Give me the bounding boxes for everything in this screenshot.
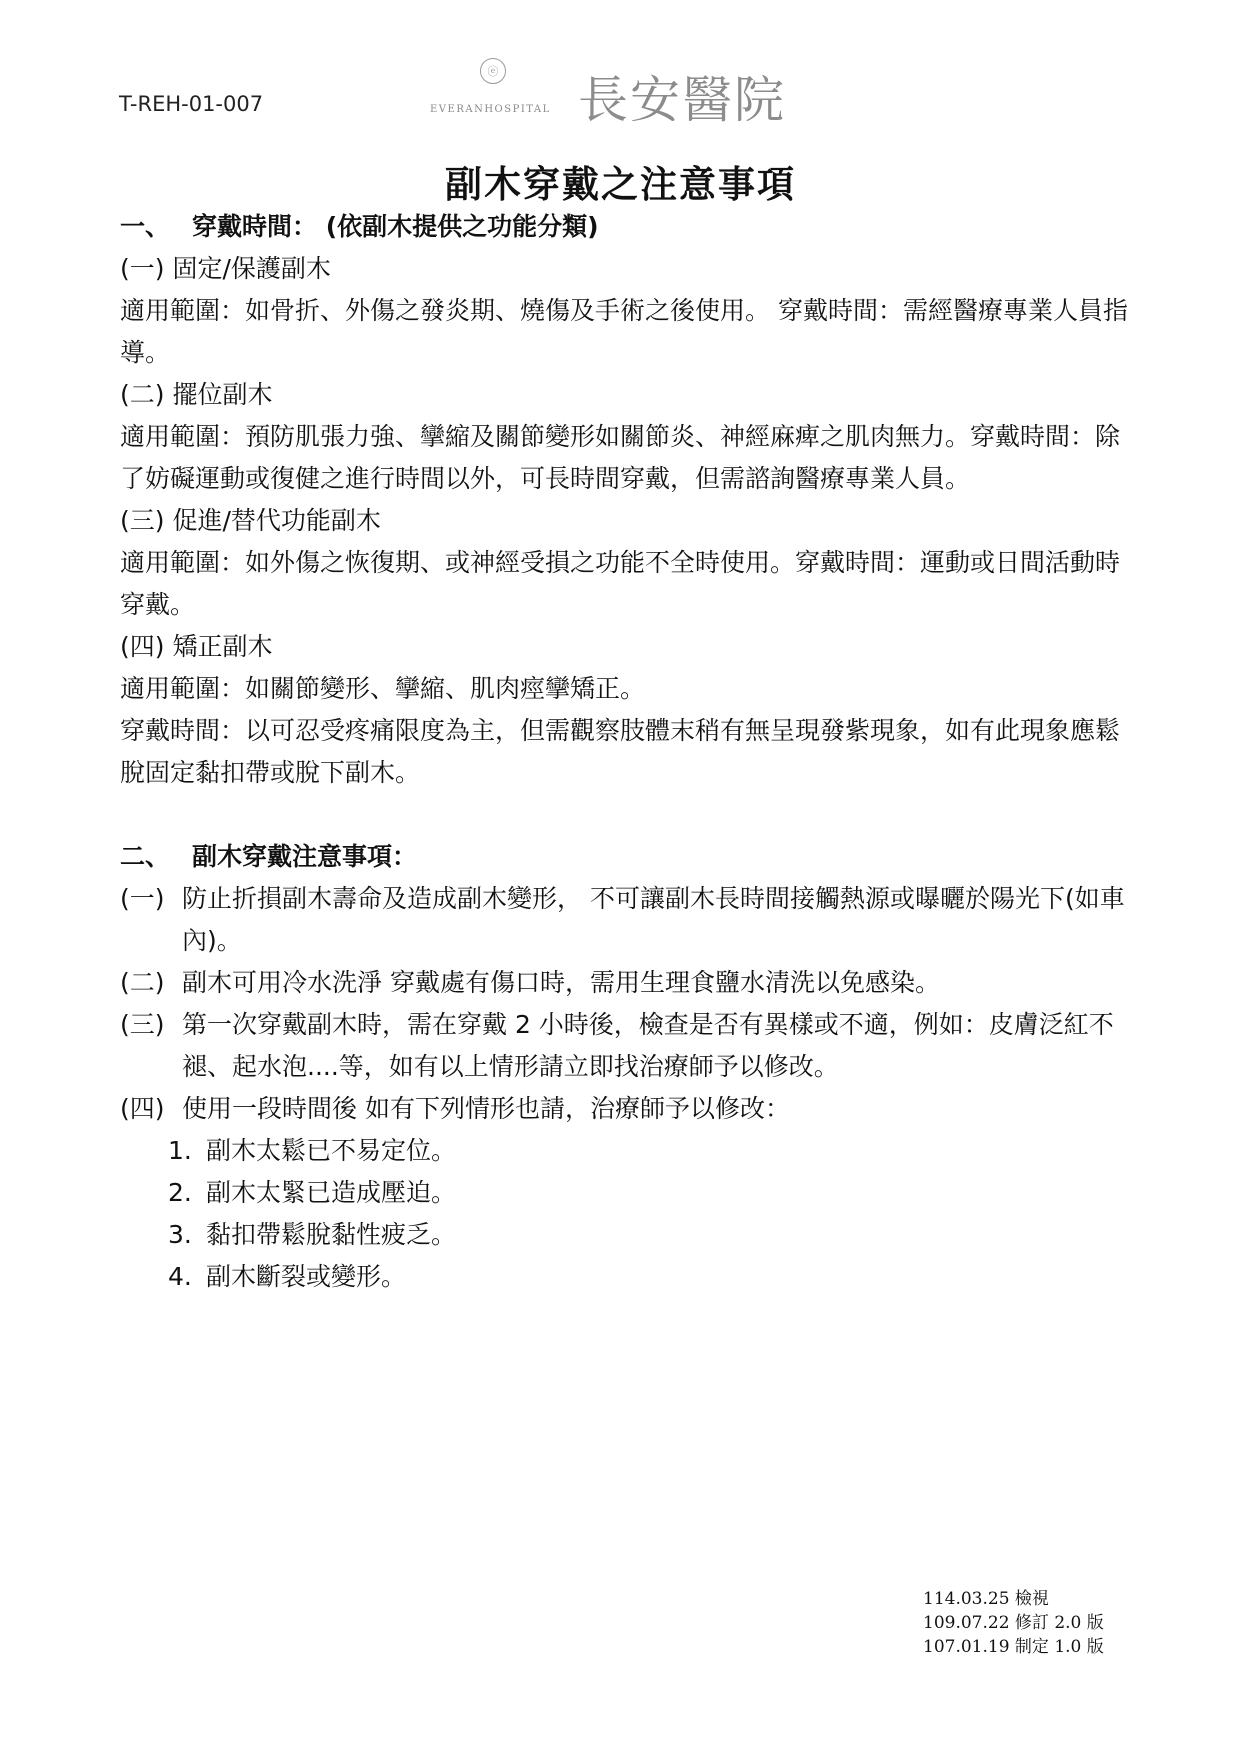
logo-chinese-name: 長安醫院 — [578, 71, 786, 129]
section2-number: 二、 — [120, 842, 171, 871]
logo-english-name: EVERANHOSPITAL — [430, 104, 551, 115]
list-item — [120, 1256, 1130, 1298]
section1-heading — [120, 206, 1130, 248]
list-item — [120, 1172, 1130, 1214]
list-item — [120, 1214, 1130, 1256]
section2-item1-number: (一) — [120, 884, 165, 913]
section2-item1-text: 防止折損副木壽命及造成副木變形， 不可讓副木長時間接觸熱源或曝曬於陽光下(如車內)。 — [182, 884, 1125, 955]
section2-item3-number: (三) — [120, 1010, 165, 1039]
section1-item4-label: (四) 矯正副木 — [120, 632, 273, 661]
section1-item3-label: (三) 促進/替代功能副木 — [120, 506, 381, 535]
section2-item2-number: (二) — [120, 968, 165, 997]
condition-list — [120, 1130, 1130, 1298]
section2-heading — [120, 836, 1130, 878]
section1-item4-text: 適用範圍：如關節變形、攣縮、肌肉痙攣矯正。 — [120, 674, 646, 703]
section2-item3-text: 第一次穿戴副木時，需在穿戴 2 小時後，檢查是否有異樣或不適，例如：皮膚泛紅不褪、起水泡....等，如有以上情形請立即找治療師予以修改。 — [182, 1010, 1114, 1081]
list-item-number: 2. — [168, 1178, 192, 1207]
section1-item2-text: 適用範圍：預防肌張力強、攣縮及關節變形如關節炎、神經麻痺之肌肉無力。穿戴時間：除了妨礙運動或復健之進行時間以外，可長時間穿戴，但需諮詢醫療專業人員。 — [120, 422, 1121, 493]
list-item — [120, 1130, 1130, 1172]
hospital-logo — [430, 58, 830, 129]
list-item-text: 黏扣帶鬆脫黏性疲乏。 — [206, 1220, 457, 1249]
section2-item2 — [120, 962, 1130, 1004]
revision-line-v1: 107.01.19 制定 1.0 版 — [923, 1637, 1104, 1657]
document-body — [120, 206, 1130, 1298]
section1-number: 一、 — [120, 212, 171, 241]
document-code: T-REH-01-007 — [119, 92, 264, 116]
list-item-number: 1. — [168, 1136, 192, 1165]
section2-item2-text: 副木可用冷水洗淨 穿戴處有傷口時，需用生理食鹽水清洗以免感染。 — [182, 968, 940, 997]
section2-title: 副木穿戴注意事項： — [192, 842, 418, 871]
list-item-number: 3. — [168, 1220, 192, 1249]
list-item-text: 副木太鬆已不易定位。 — [206, 1136, 457, 1165]
section2-item4 — [120, 1088, 1130, 1130]
logo-emblem-icon: ⓔ — [480, 58, 506, 84]
page-title: 副木穿戴之注意事項 — [445, 163, 796, 206]
section1-item3-text: 適用範圍：如外傷之恢復期、或神經受損之功能不全時使用。穿戴時間：運動或日間活動時穿戴。 — [120, 548, 1121, 619]
revision-line-v2: 109.07.22 修訂 2.0 版 — [923, 1613, 1104, 1633]
section1-item1-text: 適用範圍：如骨折、外傷之發炎期、燒傷及手術之後使用。 穿戴時間：需經醫療專業人員指導。 — [120, 296, 1128, 367]
section1-item2-label: (二) 擺位副木 — [120, 380, 273, 409]
list-item-text: 副木斷裂或變形。 — [206, 1262, 407, 1291]
section2-item4-text: 使用一段時間後 如有下列情形也請，治療師予以修改： — [182, 1094, 790, 1123]
section2-item1 — [120, 878, 1130, 962]
section1-item1-label: (一) 固定/保護副木 — [120, 254, 331, 283]
section1-item4-text2: 穿戴時間：以可忍受疼痛限度為主，但需觀察肢體末稍有無呈現發紫現象，如有此現象應鬆脫固定黏扣帶或脫下副木。 — [120, 716, 1121, 787]
list-item-text: 副木太緊已造成壓迫。 — [206, 1178, 457, 1207]
section2-item4-number: (四) — [120, 1094, 165, 1123]
list-item-number: 4. — [168, 1262, 192, 1291]
section2-item3 — [120, 1004, 1130, 1088]
revision-line-review: 114.03.25 檢視 — [923, 1589, 1049, 1609]
revision-history — [923, 1587, 1104, 1659]
section1-title: 穿戴時間： (依副木提供之功能分類) — [192, 212, 599, 241]
